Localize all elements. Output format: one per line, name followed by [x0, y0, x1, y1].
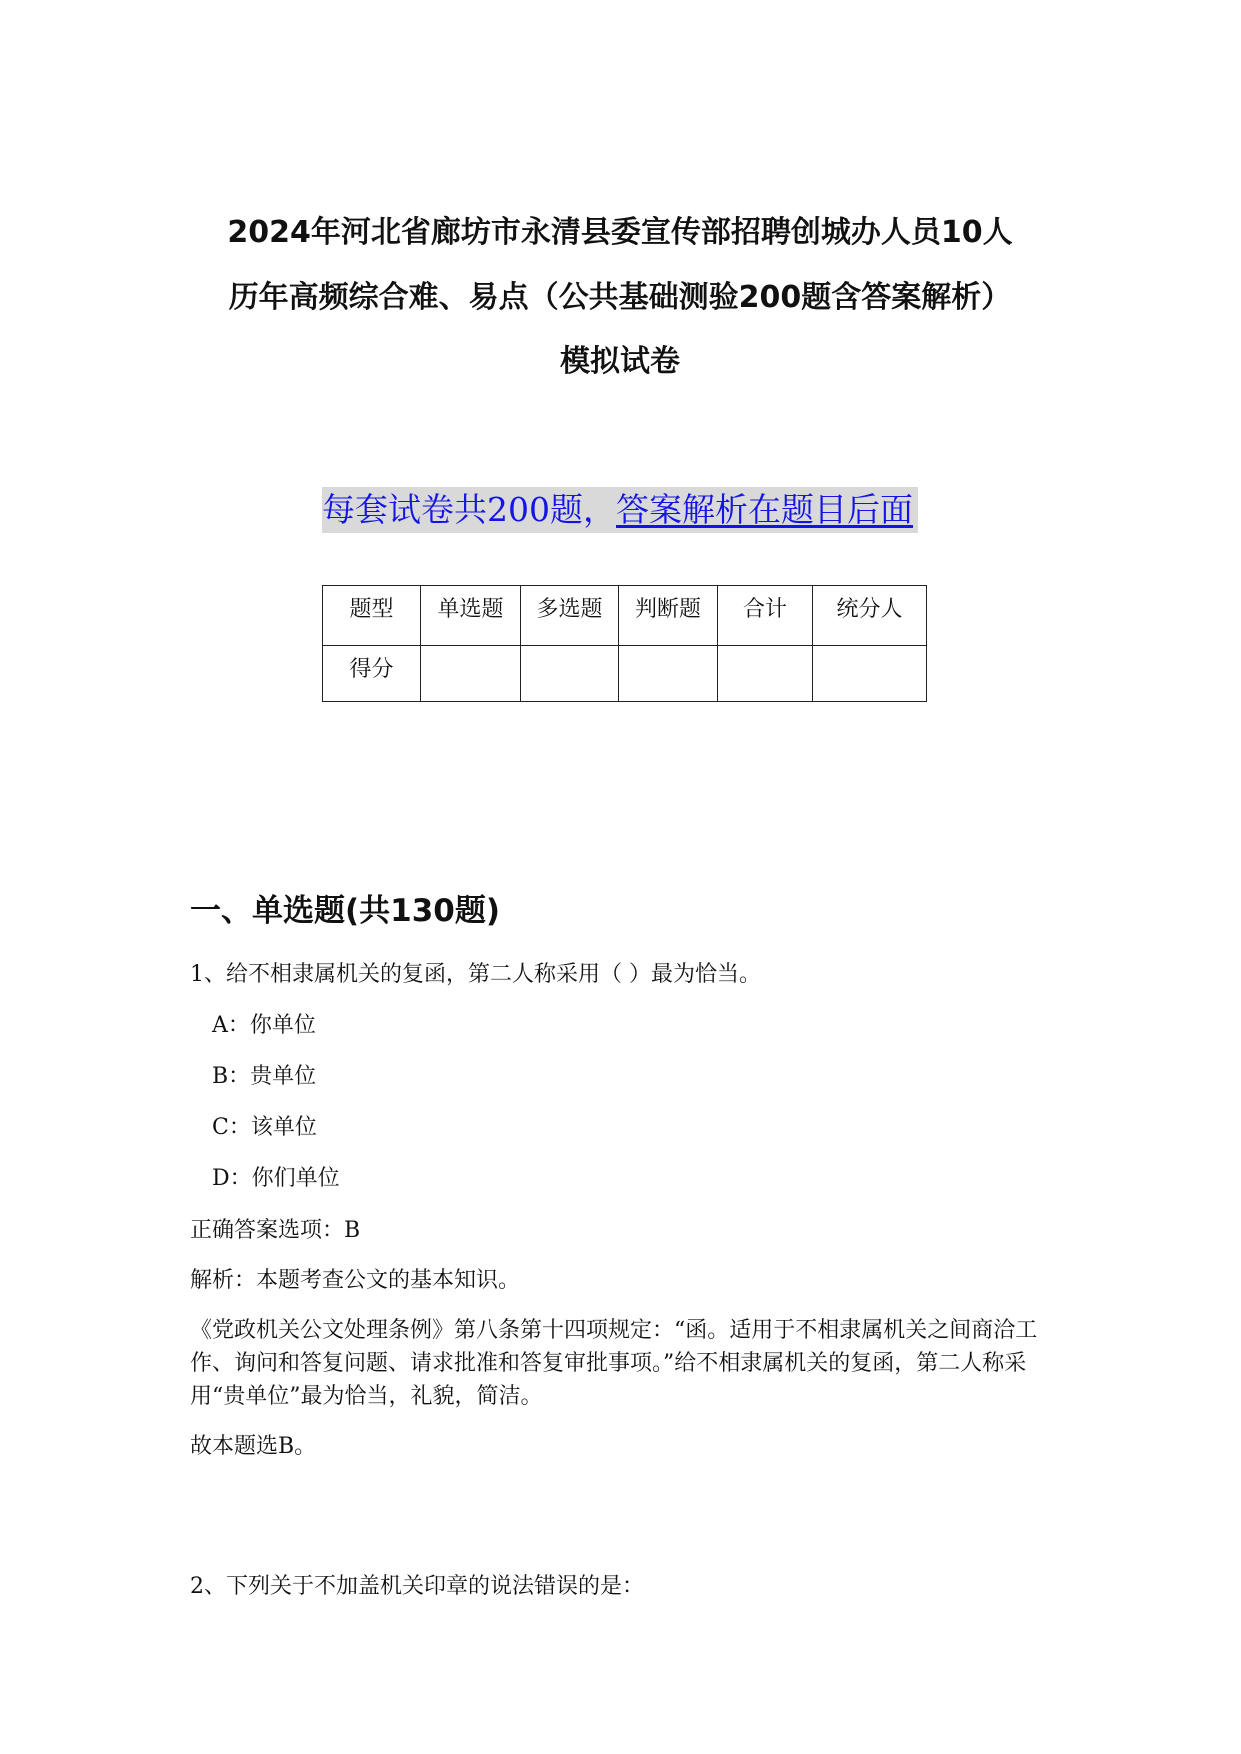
score-table-header-cell: 合计 — [718, 586, 813, 646]
score-cell — [813, 646, 927, 702]
question-1-stem: 1、给不相隶属机关的复函，第二人称采用（ ）最为恰当。 — [190, 962, 761, 987]
document-title-line-2: 历年高频综合难、易点（公共基础测验200题含答案解析） — [228, 280, 1012, 315]
banner-text: 每套试卷共200题， — [322, 490, 616, 529]
document-title-line-3: 模拟试卷 — [560, 344, 680, 379]
question-2-stem: 2、下列关于不加盖机关印章的说法错误的是： — [190, 1574, 644, 1599]
question-1-option-d: D：你们单位 — [212, 1166, 340, 1191]
document-title-line-1: 2024年河北省廊坊市永清县委宣传部招聘创城办人员10人 — [227, 215, 1013, 250]
question-1-option-a: A：你单位 — [212, 1013, 316, 1038]
score-table — [322, 585, 927, 702]
score-cell — [718, 646, 813, 702]
score-table-header-cell: 题型 — [323, 586, 421, 646]
score-table-header-cell: 判断题 — [619, 586, 718, 646]
banner-link[interactable]: 答案解析在题目后面 — [616, 490, 913, 529]
score-table-header-cell: 单选题 — [421, 586, 521, 646]
score-table-score-row — [323, 646, 927, 702]
score-cell — [619, 646, 718, 702]
score-table-header-cell: 多选题 — [521, 586, 619, 646]
score-cell — [421, 646, 521, 702]
question-1-option-c: C：该单位 — [212, 1115, 317, 1140]
question-1-answer: 正确答案选项：B — [190, 1218, 361, 1243]
score-table-header-cell: 统分人 — [813, 586, 927, 646]
score-table-header-row — [323, 586, 927, 646]
section-heading: 一、单选题(共130题) — [190, 893, 501, 929]
banner — [322, 487, 918, 533]
score-table-row-label: 得分 — [323, 646, 421, 702]
question-1-analysis-body: 《党政机关公文处理条例》第八条第十四项规定：“函。适用于不相隶属机关之间商洽工作、询问和答复问题、请求批准和答复审批事项。”给不相隶属机关的复函，第二人称采用“贵单位”最为恰当，礼貌，简洁。 — [190, 1318, 1038, 1409]
question-1-option-b: B：贵单位 — [212, 1064, 317, 1089]
score-cell — [521, 646, 619, 702]
question-1-analysis-intro: 解析：本题考查公文的基本知识。 — [190, 1268, 521, 1293]
question-1-conclusion: 故本题选B。 — [190, 1434, 317, 1459]
